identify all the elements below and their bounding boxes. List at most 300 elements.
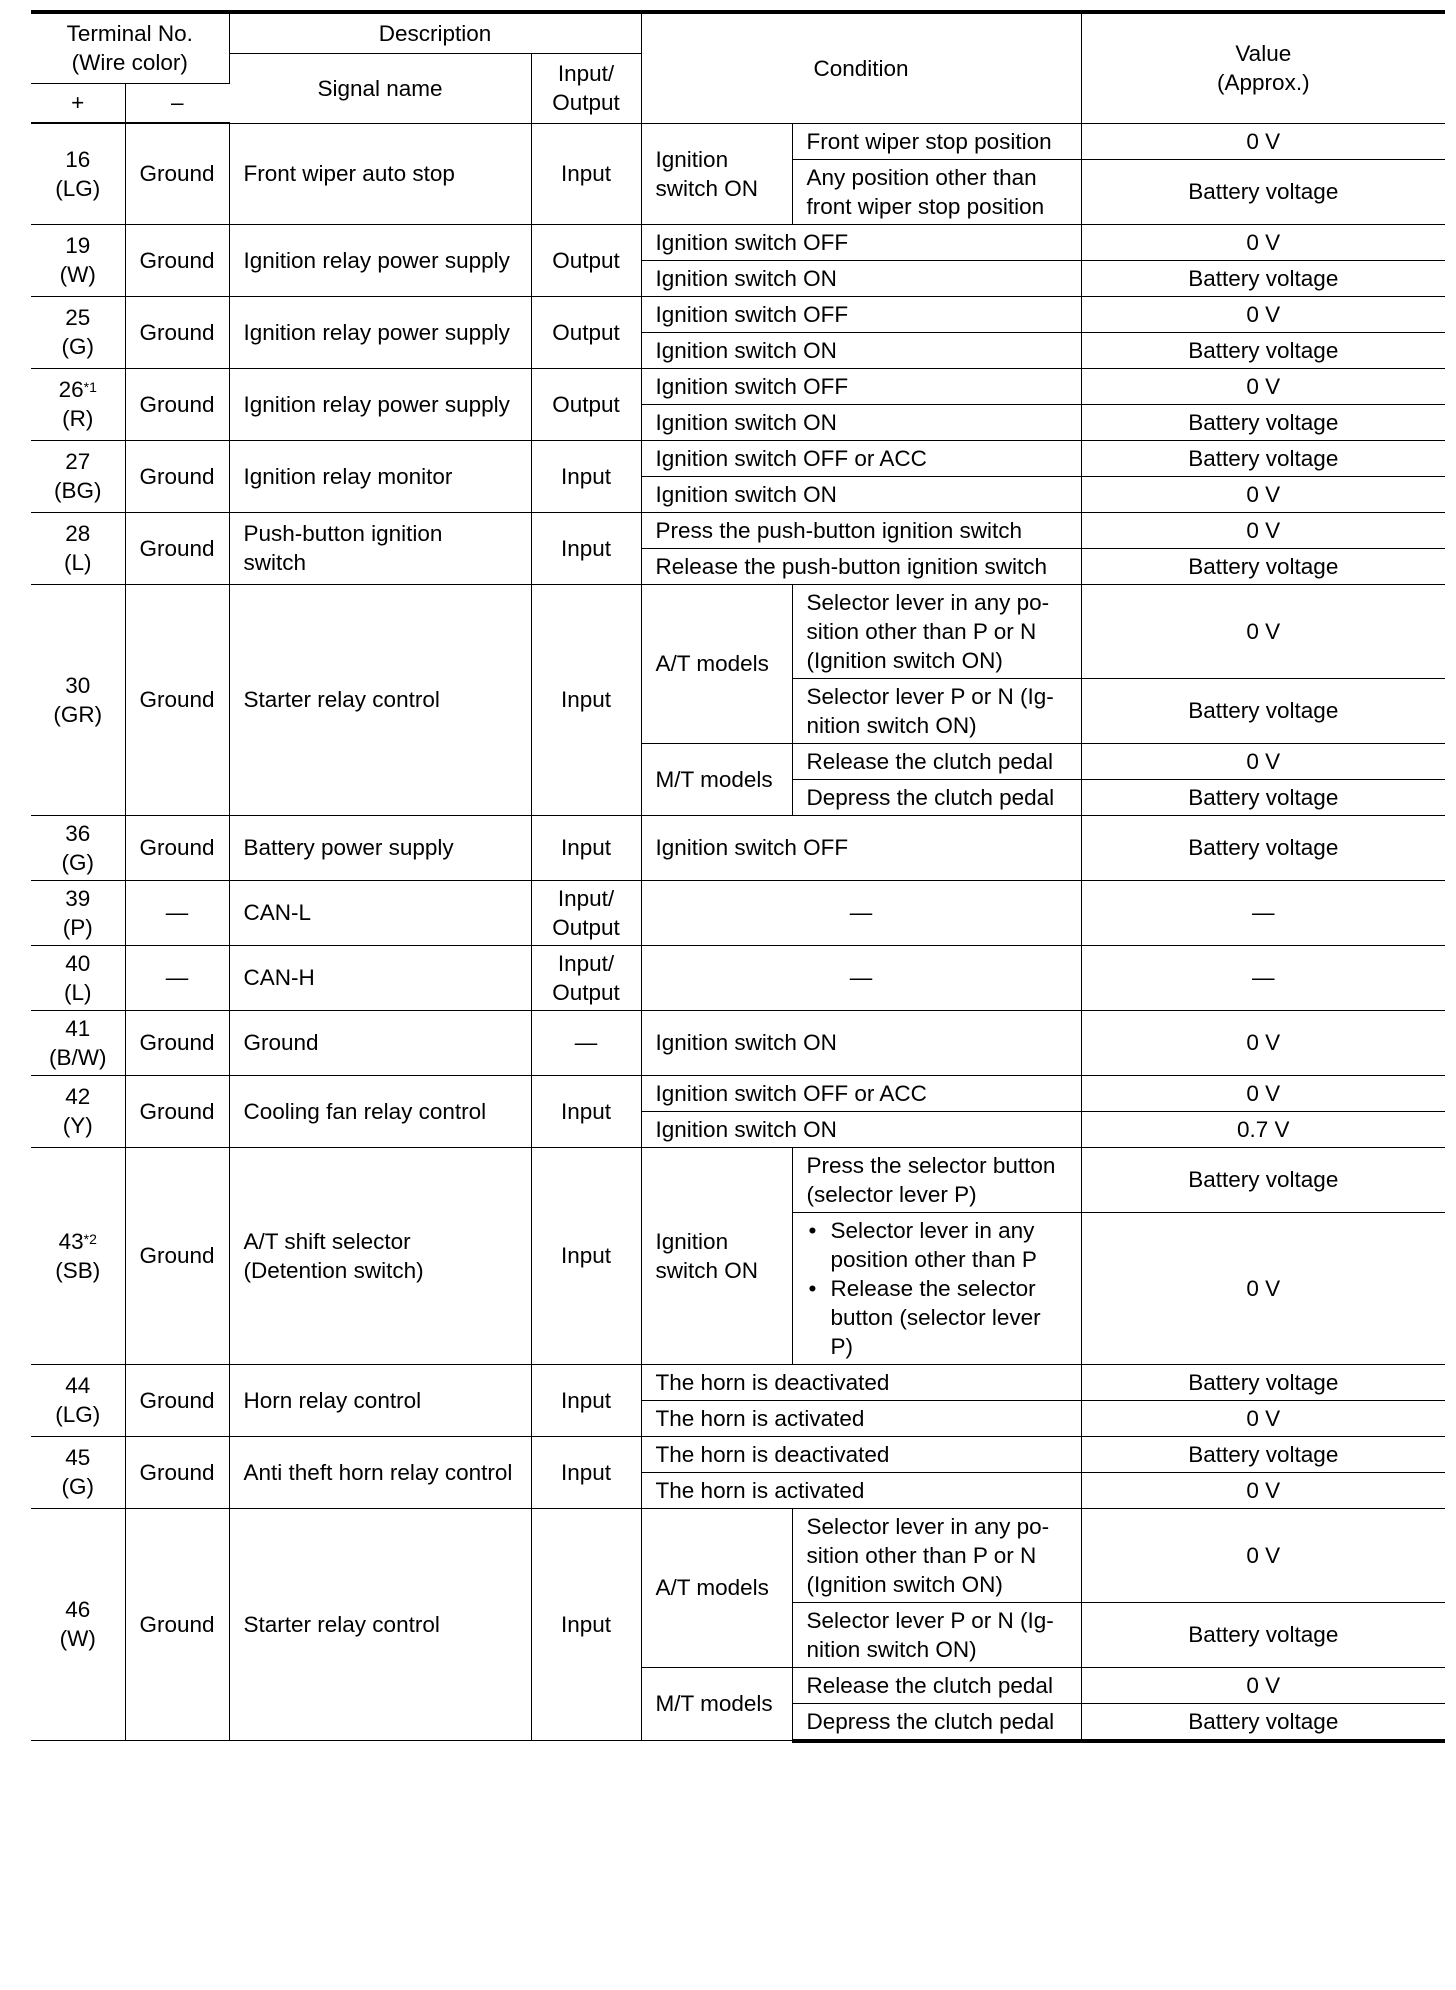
condition-line: Ignition switch ON [655, 481, 837, 507]
condition-group-cell [641, 1508, 792, 1667]
sub-condition-cell [792, 779, 1081, 815]
sub-condition-line: (Ignition switch ON) [806, 647, 1003, 673]
footnote-marker: *1 [83, 379, 97, 395]
condition-cell [641, 512, 1081, 548]
condition-group-line: switch ON [655, 1257, 759, 1283]
terminal-number-line [45, 1082, 111, 1111]
sub-condition-line: (selector lever P) [806, 1181, 977, 1207]
sub-condition-line: sition other than P or N [806, 618, 1037, 644]
signal-name-cell [229, 1075, 531, 1147]
io-line: Output [552, 979, 620, 1005]
terminal-number-line [45, 1227, 111, 1256]
signal-name-line: Starter relay control [243, 687, 440, 712]
terminal-number-line [45, 671, 111, 700]
condition-line: Release the push-button ignition switch [655, 553, 1048, 579]
signal-name-line: CAN-L [243, 900, 312, 925]
signal-name-cell [229, 1436, 531, 1508]
terminal-number-line [45, 1595, 111, 1624]
terminal-number: 40 [65, 950, 91, 976]
io-cell [531, 440, 641, 512]
condition-group-cell [641, 584, 792, 743]
signal-name-line: (Detention switch) [243, 1257, 424, 1283]
minus-terminal-cell: Ground [125, 1075, 229, 1147]
value-cell: Battery voltage [1081, 440, 1445, 476]
signal-name-cell [229, 1147, 531, 1364]
signal-name-line: Starter relay control [243, 1611, 440, 1637]
value-cell: 0 V [1081, 743, 1445, 779]
condition-group-line: switch ON [655, 175, 759, 201]
table-row [31, 1436, 1445, 1472]
condition-group-cell [641, 743, 792, 815]
sub-condition-line: Selector lever in any po- [806, 1513, 1050, 1539]
signal-name-cell [229, 296, 531, 368]
terminal-cell [31, 296, 125, 368]
terminal-number: 26 [58, 377, 84, 402]
io-line: Output [552, 319, 620, 345]
bullet-line: button (selector lever [830, 1304, 1041, 1330]
value-cell: 0 V [1081, 1010, 1445, 1075]
condition-cell [641, 945, 1081, 1010]
terminal-number: 39 [65, 885, 91, 911]
minus-terminal-cell: Ground [125, 224, 229, 296]
terminal-cell [31, 1508, 125, 1741]
signal-name-cell [229, 880, 531, 945]
wire-color: (R) [62, 406, 94, 431]
condition-line: Ignition switch OFF or ACC [655, 445, 927, 471]
value-label: Value [1235, 41, 1292, 67]
value-cell: Battery voltage [1081, 548, 1445, 584]
table-body [31, 123, 1445, 1741]
condition-group-line: M/T models [655, 1691, 773, 1717]
sub-condition-cell [792, 159, 1081, 224]
value-cell: 0 V [1081, 224, 1445, 260]
signal-name-line: Anti theft horn relay control [243, 1459, 513, 1485]
wire-color: (W) [59, 262, 96, 287]
condition-cell [641, 815, 1081, 880]
value-header [1081, 12, 1445, 123]
io-line: Output [552, 391, 620, 417]
io-cell [531, 945, 641, 1010]
minus-terminal-cell: Ground [125, 440, 229, 512]
condition-cell [641, 1111, 1081, 1147]
table-row [31, 123, 1445, 159]
wire-color: (L) [64, 550, 92, 575]
sub-condition-line: (Ignition switch ON) [806, 1571, 1003, 1597]
table-row [31, 815, 1445, 880]
terminal-number: 30 [65, 672, 91, 698]
wire-color: (BG) [54, 478, 102, 503]
sub-condition-line: nition switch ON) [806, 712, 977, 738]
terminal-cell [31, 440, 125, 512]
condition-group-line: Ignition [655, 146, 729, 172]
table-row [31, 224, 1445, 260]
terminal-number: 43 [58, 1228, 84, 1254]
terminal-number-line [45, 819, 111, 848]
minus-terminal-cell: Ground [125, 368, 229, 440]
io-cell [531, 1436, 641, 1508]
value-cell: 0 V [1081, 1212, 1445, 1364]
terminal-number: 42 [65, 1084, 91, 1109]
condition-cell [641, 260, 1081, 296]
bullet-item [807, 1274, 1067, 1361]
terminal-cell [31, 1364, 125, 1436]
signal-name-cell [229, 512, 531, 584]
io-line: Input/ [557, 950, 615, 976]
value-cell: Battery voltage [1081, 815, 1445, 880]
table-row [31, 1508, 1445, 1602]
signal-name-line: CAN-H [243, 965, 315, 990]
io-cell [531, 512, 641, 584]
signal-name-line: Push-button ignition [243, 521, 443, 546]
terminal-number-line [45, 949, 111, 978]
signal-name-line: Battery power supply [243, 835, 454, 860]
sub-condition-line: Release the clutch pedal [806, 1672, 1053, 1698]
sub-condition-cell [792, 678, 1081, 743]
condition-line: The horn is activated [655, 1477, 865, 1503]
table-row [31, 1364, 1445, 1400]
bullet-list [807, 1216, 1067, 1361]
condition-cell [641, 1400, 1081, 1436]
minus-terminal-cell: Ground [125, 1508, 229, 1741]
terminal-number: 19 [65, 233, 91, 258]
io-cell [531, 1364, 641, 1436]
terminal-number-line [45, 1371, 111, 1400]
terminal-number: 36 [65, 820, 91, 846]
sub-condition-cell [792, 1703, 1081, 1741]
value-cell: Battery voltage [1081, 404, 1445, 440]
value-cell: Battery voltage [1081, 159, 1445, 224]
terminal-number: 25 [65, 305, 91, 330]
condition-group-line: M/T models [655, 766, 773, 792]
io-header-line1: Input/ [557, 61, 615, 86]
terminal-cell [31, 224, 125, 296]
bullet-item [807, 1216, 1067, 1274]
sub-condition-cell [792, 584, 1081, 678]
value-cell: Battery voltage [1081, 332, 1445, 368]
table-header [31, 12, 1445, 123]
terminal-no-header [31, 12, 229, 83]
value-cell: 0 V [1081, 1400, 1445, 1436]
terminal-spec-sheet [31, 10, 1445, 1743]
value-cell: — [1081, 945, 1445, 1010]
value-cell: 0 V [1081, 368, 1445, 404]
wire-color: (LG) [55, 1402, 101, 1427]
sub-condition-line: Front wiper stop position [806, 128, 1052, 154]
value-cell: 0 V [1081, 1075, 1445, 1111]
io-cell [531, 296, 641, 368]
condition-line: Ignition switch ON [655, 337, 837, 363]
wire-color: (P) [62, 914, 93, 940]
sub-condition-cell [792, 1212, 1081, 1364]
terminal-cell [31, 1147, 125, 1364]
terminal-number-line [45, 145, 111, 174]
minus-terminal-cell: — [125, 880, 229, 945]
signal-name-cell [229, 440, 531, 512]
io-cell [531, 1075, 641, 1147]
io-cell [531, 1508, 641, 1741]
wire-color: (B/W) [49, 1044, 107, 1070]
io-line: Input [561, 463, 612, 489]
terminal-number-line [45, 447, 111, 476]
io-line: Output [552, 914, 620, 940]
signal-name-line: Cooling fan relay control [243, 1098, 487, 1124]
condition-line: The horn is deactivated [655, 1441, 890, 1467]
sub-condition-cell [792, 743, 1081, 779]
sub-condition-line: Selector lever P or N (Ig- [806, 683, 1054, 709]
table-row [31, 1010, 1445, 1075]
table-row [31, 880, 1445, 945]
io-header [531, 53, 641, 123]
signal-name-cell [229, 1508, 531, 1741]
value-cell: 0 V [1081, 296, 1445, 332]
table-row [31, 512, 1445, 548]
signal-name-line: Horn relay control [243, 1387, 422, 1413]
minus-terminal-cell: Ground [125, 123, 229, 224]
terminal-cell [31, 880, 125, 945]
minus-terminal-cell: Ground [125, 584, 229, 815]
condition-cell [641, 224, 1081, 260]
wire-color: (G) [61, 1474, 94, 1499]
signal-name-cell [229, 584, 531, 815]
wire-color: (Y) [62, 1113, 93, 1138]
condition-line: — [849, 900, 873, 925]
terminal-number: 45 [65, 1445, 91, 1470]
terminal-cell [31, 512, 125, 584]
condition-cell [641, 1436, 1081, 1472]
terminal-number: 28 [65, 521, 91, 546]
sub-condition-line: front wiper stop position [806, 193, 1045, 219]
signal-name-cell [229, 945, 531, 1010]
sub-condition-line: Selector lever in any po- [806, 589, 1050, 615]
io-cell [531, 368, 641, 440]
condition-group-line: Ignition [655, 1228, 729, 1254]
table-row [31, 584, 1445, 678]
condition-line: The horn is activated [655, 1405, 865, 1431]
io-header-line2: Output [552, 90, 620, 115]
terminal-cell [31, 945, 125, 1010]
condition-line: Ignition switch OFF [655, 835, 849, 860]
io-line: Input/ [557, 885, 615, 911]
sub-condition-cell [792, 1667, 1081, 1703]
signal-name-cell [229, 1364, 531, 1436]
signal-name-cell [229, 224, 531, 296]
sub-condition-cell [792, 123, 1081, 159]
table-row [31, 1147, 1445, 1212]
condition-group-line: A/T models [655, 651, 769, 676]
minus-terminal-cell: Ground [125, 512, 229, 584]
signal-name-header: Signal name [229, 53, 531, 123]
io-line: Input [561, 161, 612, 186]
condition-line: Ignition switch OFF [655, 373, 849, 399]
io-line: Input [561, 835, 612, 860]
description-header: Description [229, 12, 641, 53]
minus-terminal-cell: — [125, 945, 229, 1010]
io-line: — [574, 1030, 598, 1055]
io-cell [531, 880, 641, 945]
io-line: Input [561, 1243, 612, 1268]
signal-name-line: Ground [243, 1030, 319, 1055]
signal-name-line: Ignition relay power supply [243, 319, 510, 345]
condition-cell [641, 1472, 1081, 1508]
bullet-line: P) [830, 1333, 854, 1359]
terminal-cell [31, 1010, 125, 1075]
value-cell: 0 V [1081, 1472, 1445, 1508]
signal-name-line: Ignition relay monitor [243, 463, 453, 489]
condition-cell [641, 548, 1081, 584]
terminal-spec-table [31, 10, 1445, 1743]
condition-cell [641, 1364, 1081, 1400]
condition-group-cell [641, 1147, 792, 1364]
wire-color: (L) [64, 979, 92, 1005]
terminal-number: 46 [65, 1597, 91, 1623]
condition-cell [641, 368, 1081, 404]
sub-condition-line: Depress the clutch pedal [806, 784, 1055, 810]
io-line: Input [561, 535, 612, 561]
value-cell: Battery voltage [1081, 1602, 1445, 1667]
condition-group-cell [641, 123, 792, 224]
signal-name-line: switch [243, 550, 307, 575]
condition-line: — [849, 965, 873, 990]
sub-condition-cell [792, 1508, 1081, 1602]
terminal-number-line [45, 1014, 111, 1043]
terminal-number-line [45, 303, 111, 332]
approx-label: (Approx.) [1217, 70, 1310, 96]
condition-cell [641, 1010, 1081, 1075]
value-cell: Battery voltage [1081, 1436, 1445, 1472]
value-cell: 0 V [1081, 584, 1445, 678]
bullet-dot: • [808, 1275, 817, 1301]
table-row [31, 440, 1445, 476]
terminal-number: 16 [65, 146, 91, 172]
value-cell: 0.7 V [1081, 1111, 1445, 1147]
terminal-cell [31, 368, 125, 440]
condition-line: Ignition switch ON [655, 1116, 837, 1142]
wire-color: (W) [59, 1626, 96, 1652]
io-cell [531, 1010, 641, 1075]
value-cell: Battery voltage [1081, 1364, 1445, 1400]
sub-condition-line: nition switch ON) [806, 1636, 977, 1662]
condition-line: Ignition switch OFF [655, 301, 849, 327]
condition-line: Ignition switch OFF or ACC [655, 1080, 927, 1106]
value-cell: — [1081, 880, 1445, 945]
bullet-line: Selector lever in any [830, 1217, 1035, 1243]
terminal-number-line [45, 375, 111, 404]
terminal-cell [31, 815, 125, 880]
signal-name-line: Ignition relay power supply [243, 391, 510, 417]
signal-name-cell [229, 123, 531, 224]
condition-cell [641, 880, 1081, 945]
io-cell [531, 224, 641, 296]
value-cell: Battery voltage [1081, 678, 1445, 743]
minus-terminal-cell: Ground [125, 1436, 229, 1508]
value-cell: Battery voltage [1081, 1703, 1445, 1741]
condition-cell [641, 1075, 1081, 1111]
terminal-number-line [45, 519, 111, 548]
sub-condition-line: Selector lever P or N (Ig- [806, 1607, 1054, 1633]
wire-color: (G) [61, 334, 94, 359]
sub-condition-line: Any position other than [806, 164, 1037, 190]
minus-terminal-cell: Ground [125, 815, 229, 880]
condition-cell [641, 476, 1081, 512]
io-cell [531, 584, 641, 815]
signal-name-line: Front wiper auto stop [243, 161, 455, 186]
value-cell: 0 V [1081, 1667, 1445, 1703]
signal-name-cell [229, 815, 531, 880]
wire-color: (G) [61, 849, 94, 875]
value-cell: 0 V [1081, 1508, 1445, 1602]
plus-header: + [31, 83, 125, 123]
wire-color-label: (Wire color) [71, 50, 188, 76]
condition-line: The horn is deactivated [655, 1369, 890, 1395]
condition-cell [641, 404, 1081, 440]
value-cell: Battery voltage [1081, 779, 1445, 815]
terminal-cell [31, 584, 125, 815]
terminal-number-line [45, 1443, 111, 1472]
io-line: Output [552, 247, 620, 273]
terminal-cell [31, 1075, 125, 1147]
footnote-marker: *2 [83, 1230, 97, 1247]
value-cell: 0 V [1081, 512, 1445, 548]
signal-name-cell [229, 368, 531, 440]
terminal-cell [31, 1436, 125, 1508]
sub-condition-line: Press the selector button [806, 1152, 1056, 1178]
io-line: Input [561, 1611, 612, 1637]
value-cell: 0 V [1081, 123, 1445, 159]
signal-name-cell [229, 1010, 531, 1075]
minus-terminal-cell: Ground [125, 296, 229, 368]
table-row [31, 945, 1445, 1010]
condition-line: Ignition switch OFF [655, 229, 849, 255]
terminal-no-label: Terminal No. [66, 21, 193, 47]
io-cell [531, 815, 641, 880]
sub-condition-line: sition other than P or N [806, 1542, 1037, 1568]
condition-cell [641, 332, 1081, 368]
bullet-dot: • [808, 1217, 817, 1243]
condition-cell [641, 296, 1081, 332]
minus-terminal-cell: Ground [125, 1364, 229, 1436]
bullet-line: position other than P [830, 1246, 1037, 1272]
signal-name-line: A/T shift selector [243, 1228, 411, 1254]
condition-line: Ignition switch ON [655, 265, 837, 291]
sub-condition-line: Depress the clutch pedal [806, 1708, 1055, 1734]
io-line: Input [561, 687, 612, 712]
wire-color: (SB) [55, 1257, 101, 1283]
table-row [31, 368, 1445, 404]
terminal-number-line [45, 231, 111, 260]
io-line: Input [561, 1459, 612, 1485]
bullet-line: Release the selector [830, 1275, 1036, 1301]
wire-color: (LG) [55, 175, 101, 201]
minus-terminal-cell: Ground [125, 1147, 229, 1364]
condition-line: Press the push-button ignition switch [655, 517, 1022, 543]
sub-condition-cell [792, 1147, 1081, 1212]
table-row [31, 296, 1445, 332]
io-cell [531, 123, 641, 224]
sub-condition-line: Release the clutch pedal [806, 748, 1053, 774]
terminal-number-line [45, 884, 111, 913]
terminal-cell [31, 123, 125, 224]
signal-name-line: Ignition relay power supply [243, 247, 510, 273]
condition-line: Ignition switch ON [655, 1030, 837, 1055]
condition-group-cell [641, 1667, 792, 1741]
condition-cell [641, 440, 1081, 476]
condition-header: Condition [641, 12, 1081, 123]
io-line: Input [561, 1387, 612, 1413]
terminal-number: 41 [65, 1015, 91, 1041]
terminal-number: 27 [65, 449, 91, 474]
value-cell: Battery voltage [1081, 1147, 1445, 1212]
value-cell: 0 V [1081, 476, 1445, 512]
